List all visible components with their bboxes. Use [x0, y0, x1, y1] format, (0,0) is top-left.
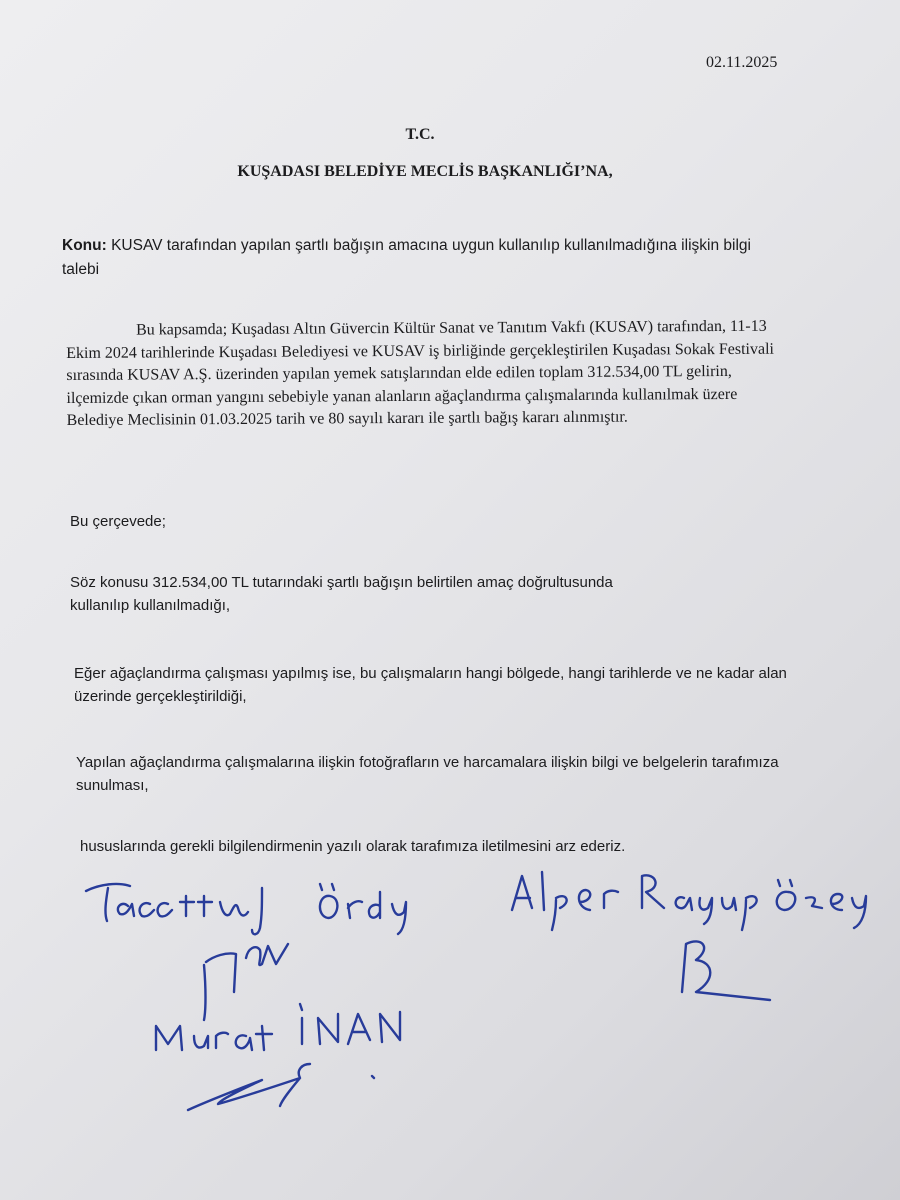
document-date: 02.11.2025: [706, 54, 778, 71]
signature-paraf-left: [204, 944, 288, 1020]
subject-label: Konu:: [62, 237, 107, 254]
addressee-heading: KUŞADASI BELEDİYE MECLİS BAŞKANLIĞI’NA,: [237, 163, 613, 180]
framework-line: Bu çerçevede;: [70, 513, 166, 530]
request-item-3: Yapılan ağaçlandırma çalışmalarına ilişkin fotoğrafların ve harcamalara ilişkin bilgi ve belgelerin tarafımıza sunulması,: [76, 754, 779, 794]
body-paragraph: Bu kapsamda; Kuşadası Altın Güvercin Kültür Sanat ve Tanıtım Vakfı (KUSAV) tarafından, 11-13 Ekim 2024 tarihlerinde Kuşadası Belediyesi ve KUSAV iş birliğinde gerçekleştirilen Kuşadası Sokak Festivali sırasında KUSAV A.Ş. üzerinden yapılan yemek satışlarından elde edilen toplam 312.534,00 TL gelirin, ilçemizde çıkan orman yangını sebebiyle yanan alanların ağaçlandırma çalışmalarında kullanılmak üzere Belediye Meclisinin 01.03.2025 tarih ve 80 sayılı kararı ile şartlı bağış kararı alınmıştır.: [66, 317, 774, 429]
subject-text: KUSAV tarafından yapılan şartlı bağışın amacına uygun kullanılıp kullanılmadığına ilişkin bilgi talebi: [62, 237, 751, 278]
signature-alper: [512, 872, 866, 930]
signature-paraf-right: [682, 941, 770, 1000]
header-tc: T.C.: [405, 126, 435, 143]
request-item-1: Söz konusu 312.534,00 TL tutarındaki şartlı bağışın belirtilen amaç doğrultusunda kullanılıp kullanılmadığı,: [70, 574, 613, 614]
subject-line: [62, 234, 782, 282]
signature-paraf-bottom: [188, 1064, 374, 1110]
closing-line: hususlarında gerekli bilgilendirmenin yazılı olarak tarafımıza iletilmesini arz ederiz.: [80, 838, 626, 855]
signature-murat: [156, 1004, 400, 1050]
request-item-2: Eğer ağaçlandırma çalışması yapılmış ise, bu çalışmaların hangi bölgede, hangi tarihlerde ve ne kadar alan üzerinde gerçekleştirildiği,: [74, 665, 787, 705]
signature-tacettin: [86, 884, 406, 934]
